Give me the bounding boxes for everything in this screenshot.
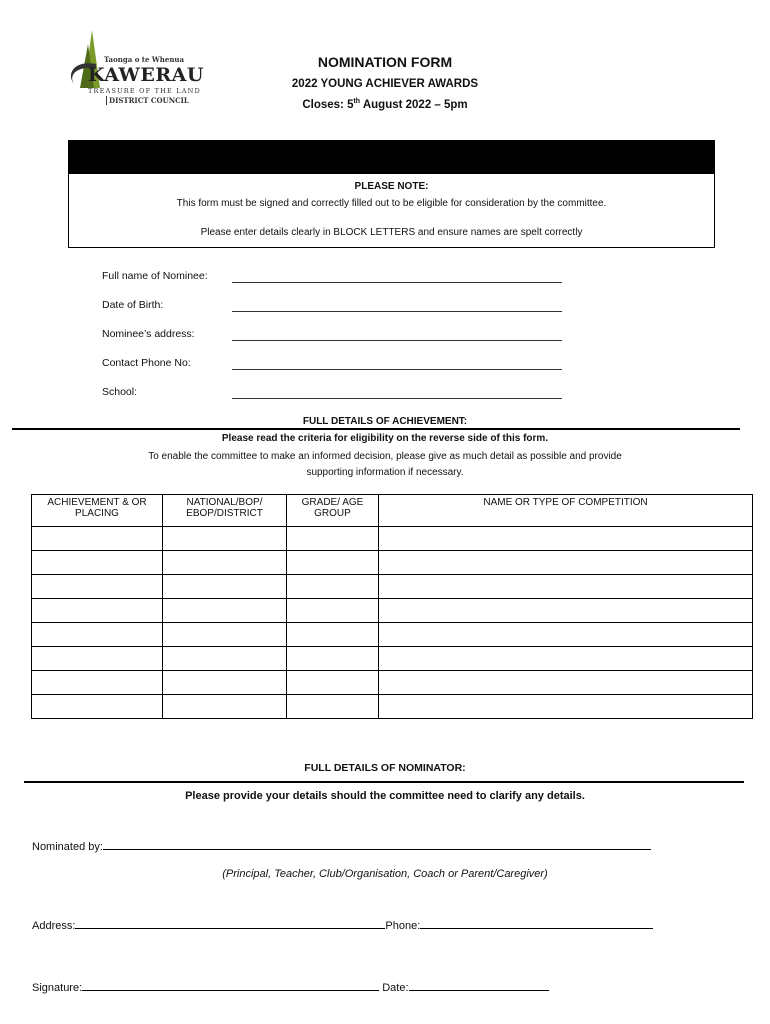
table-cell[interactable] bbox=[287, 695, 379, 719]
closing-date bbox=[230, 98, 540, 111]
table-cell[interactable] bbox=[163, 551, 287, 575]
table-cell[interactable] bbox=[163, 671, 287, 695]
table-cell[interactable] bbox=[287, 623, 379, 647]
table-row bbox=[32, 599, 753, 623]
logo-brand: KAWERAU bbox=[88, 64, 204, 86]
phone-field[interactable] bbox=[420, 917, 653, 929]
table-cell[interactable] bbox=[32, 551, 163, 575]
logo-council: DISTRICT COUNCIL bbox=[106, 96, 189, 105]
closes-prefix: Closes: 5 bbox=[302, 98, 354, 111]
table-cell[interactable] bbox=[163, 575, 287, 599]
nominated-by-label: Nominated by: bbox=[32, 841, 103, 853]
achievement-instruction-1: To enable the committee to make an informed decision, please give as much detail as possible and provide bbox=[148, 451, 622, 462]
column-header: ACHIEVEMENT & OR PLACING bbox=[32, 495, 163, 527]
logo-tagline: Taonga o te Whenua bbox=[104, 55, 185, 64]
field-label-dob: Date of Birth: bbox=[102, 299, 164, 311]
dob-field[interactable] bbox=[232, 311, 562, 312]
closes-suffix: August 2022 – 5pm bbox=[360, 98, 468, 111]
column-header: NATIONAL/BOP/ EBOP/DISTRICT bbox=[163, 495, 287, 527]
form-subtitle: 2022 YOUNG ACHIEVER AWARDS bbox=[291, 78, 479, 90]
table-cell[interactable] bbox=[287, 551, 379, 575]
date-label: Date: bbox=[382, 982, 409, 994]
field-label-full-name: Full name of Nominee: bbox=[102, 270, 208, 282]
column-header: GRADE/ AGE GROUP bbox=[287, 495, 379, 527]
nominator-roles: (Principal, Teacher, Club/Organisation, Coach or Parent/Caregiver) bbox=[222, 868, 548, 880]
table-cell[interactable] bbox=[379, 623, 753, 647]
table-cell[interactable] bbox=[163, 527, 287, 551]
closes-sup: th bbox=[353, 98, 361, 105]
table-cell[interactable] bbox=[379, 599, 753, 623]
table-cell[interactable] bbox=[287, 671, 379, 695]
table-cell[interactable] bbox=[379, 575, 753, 599]
table-row bbox=[32, 647, 753, 671]
table-cell[interactable] bbox=[379, 527, 753, 551]
achievement-heading: FULL DETAILS OF ACHIEVEMENT: bbox=[302, 416, 468, 427]
council-logo bbox=[66, 30, 216, 110]
table-cell[interactable] bbox=[379, 647, 753, 671]
table-row bbox=[32, 695, 753, 719]
table-cell[interactable] bbox=[163, 599, 287, 623]
table-cell[interactable] bbox=[379, 695, 753, 719]
logo-subtitle: TREASURE OF THE LAND bbox=[88, 87, 201, 95]
table-cell[interactable] bbox=[163, 647, 287, 671]
address-field[interactable] bbox=[75, 917, 385, 929]
table-cell[interactable] bbox=[287, 599, 379, 623]
table-cell[interactable] bbox=[32, 599, 163, 623]
nominee-address-field[interactable] bbox=[232, 340, 562, 341]
form-title: NOMINATION FORM bbox=[317, 54, 453, 70]
table-cell[interactable] bbox=[163, 623, 287, 647]
table-cell[interactable] bbox=[32, 623, 163, 647]
table-cell[interactable] bbox=[32, 575, 163, 599]
nominated-by-field[interactable] bbox=[103, 838, 651, 850]
table-row bbox=[32, 527, 753, 551]
header-bar bbox=[68, 140, 715, 174]
table-cell[interactable] bbox=[287, 575, 379, 599]
field-label-school: School: bbox=[102, 386, 138, 398]
nominated-by-row bbox=[32, 838, 651, 853]
table-row bbox=[32, 671, 753, 695]
nominator-instruction: Please provide your details should the committee need to clarify any details. bbox=[185, 790, 585, 802]
field-label-address: Nominee’s address: bbox=[102, 328, 195, 340]
full-name-field[interactable] bbox=[232, 282, 562, 283]
criteria-note: Please read the criteria for eligibility on the reverse side of this form. bbox=[221, 433, 549, 444]
table-cell[interactable] bbox=[287, 527, 379, 551]
divider bbox=[24, 781, 744, 783]
column-header: NAME OR TYPE OF COMPETITION bbox=[379, 495, 753, 527]
achievement-table bbox=[31, 494, 753, 719]
table-cell[interactable] bbox=[379, 671, 753, 695]
table-cell[interactable] bbox=[32, 695, 163, 719]
table-row bbox=[32, 623, 753, 647]
table-cell[interactable] bbox=[32, 527, 163, 551]
table-cell[interactable] bbox=[163, 695, 287, 719]
date-field[interactable] bbox=[409, 979, 549, 991]
table-header-row bbox=[32, 495, 753, 527]
phone-label: Phone: bbox=[385, 920, 421, 932]
note-heading: PLEASE NOTE: bbox=[354, 181, 429, 192]
table-cell[interactable] bbox=[32, 647, 163, 671]
table-cell[interactable] bbox=[287, 647, 379, 671]
school-field[interactable] bbox=[232, 398, 562, 399]
note-line-1: This form must be signed and correctly filled out to be eligible for consideration by the committee. bbox=[176, 198, 607, 209]
table-row bbox=[32, 575, 753, 599]
signature-date-row bbox=[32, 979, 549, 994]
address-label: Address: bbox=[32, 920, 76, 932]
achievement-instruction-2: supporting information if necessary. bbox=[306, 467, 464, 478]
address-phone-row bbox=[32, 917, 653, 932]
nominator-heading: FULL DETAILS OF NOMINATOR: bbox=[304, 762, 466, 774]
signature-label: Signature: bbox=[32, 982, 83, 994]
note-line-2: Please enter details clearly in BLOCK LETTERS and ensure names are spelt correctly bbox=[200, 227, 583, 238]
table-row bbox=[32, 551, 753, 575]
field-label-phone: Contact Phone No: bbox=[102, 357, 191, 369]
divider bbox=[12, 428, 740, 430]
table-cell[interactable] bbox=[379, 551, 753, 575]
table-cell[interactable] bbox=[32, 671, 163, 695]
contact-phone-field[interactable] bbox=[232, 369, 562, 370]
signature-field[interactable] bbox=[82, 979, 379, 991]
